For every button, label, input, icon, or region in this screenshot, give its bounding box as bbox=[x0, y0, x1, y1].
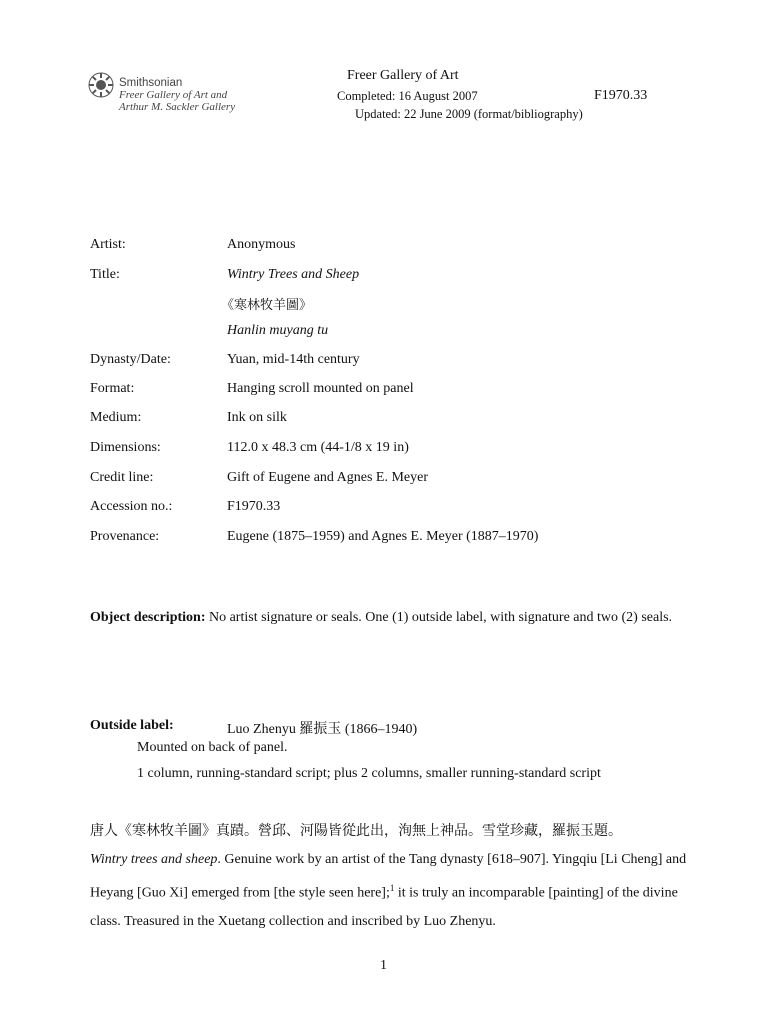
smithsonian-logo bbox=[88, 70, 288, 120]
field-value: F1970.33 bbox=[227, 499, 281, 514]
outside-label-heading: Outside label: bbox=[90, 718, 174, 733]
header-title: Freer Gallery of Art bbox=[347, 68, 459, 83]
updated-date: Updated: 22 June 2009 (format/bibliography) bbox=[355, 107, 583, 121]
translation-text-1: . Genuine work by an artist of the Tang dynasty [618–907]. Yingqiu [Li Cheng] and Heyang [Guo Xi] emerged from [the style seen here]; bbox=[90, 852, 687, 901]
inscription-chinese: 唐人《寒林牧羊圖》真蹟。營邱、河陽皆從此出，洵無上神品。雪堂珍藏，羅振玉題。 bbox=[90, 823, 622, 839]
logo-line-3: Arthur M. Sackler Gallery bbox=[119, 101, 236, 113]
field-value: 《寒林牧羊圖》 bbox=[221, 298, 313, 313]
field-label: Medium: bbox=[90, 410, 142, 425]
object-description bbox=[90, 605, 680, 631]
outside-label-value: Luo Zhenyu 羅振玉 (1866–1940) bbox=[227, 722, 418, 737]
inscription-translation bbox=[90, 846, 690, 936]
field-value: Hanging scroll mounted on panel bbox=[227, 381, 414, 396]
logo-text bbox=[119, 77, 235, 113]
field-value: Eugene (1875–1959) and Agnes E. Meyer (1887–1970) bbox=[227, 529, 539, 544]
outside-label-line-2: 1 column, running-standard script; plus 2 columns, smaller running-standard script bbox=[137, 766, 601, 781]
page-number: 1 bbox=[380, 958, 387, 973]
logo-line-1: Smithsonian bbox=[119, 77, 183, 89]
outside-label-line-1: Mounted on back of panel. bbox=[137, 740, 288, 755]
field-label: Title: bbox=[90, 267, 120, 282]
translation-text-2: it is truly an incomparable [painting] of the divine class. Treasured in the Xuetang collection and inscribed by Luo Zhenyu. bbox=[90, 885, 678, 929]
footnote-marker: 1 bbox=[389, 883, 395, 893]
field-label: Credit line: bbox=[90, 470, 154, 485]
field-label: Artist: bbox=[90, 237, 126, 252]
field-value: Ink on silk bbox=[227, 410, 287, 425]
object-description-label: Object description: bbox=[90, 610, 206, 625]
header-accession: F1970.33 bbox=[594, 88, 648, 103]
object-description-text: No artist signature or seals. One (1) outside label, with signature and two (2) seals. bbox=[205, 610, 673, 625]
field-value: Hanlin muyang tu bbox=[227, 323, 329, 338]
field-label: Format: bbox=[90, 381, 135, 396]
field-label: Accession no.: bbox=[90, 499, 173, 514]
field-value: Yuan, mid-14th century bbox=[227, 352, 360, 367]
sun-icon bbox=[88, 72, 114, 98]
translation-title: Wintry trees and sheep bbox=[90, 852, 218, 867]
field-value: 112.0 x 48.3 cm (44-1/8 x 19 in) bbox=[227, 440, 409, 455]
field-value: Wintry Trees and Sheep bbox=[227, 267, 360, 282]
field-label: Dynasty/Date: bbox=[90, 352, 171, 367]
logo-line-2: Freer Gallery of Art and bbox=[119, 89, 228, 101]
field-label: Dimensions: bbox=[90, 440, 161, 455]
field-value: Anonymous bbox=[227, 237, 296, 252]
completed-date: Completed: 16 August 2007 bbox=[337, 89, 478, 103]
field-value: Gift of Eugene and Agnes E. Meyer bbox=[227, 470, 428, 485]
field-label: Provenance: bbox=[90, 529, 160, 544]
